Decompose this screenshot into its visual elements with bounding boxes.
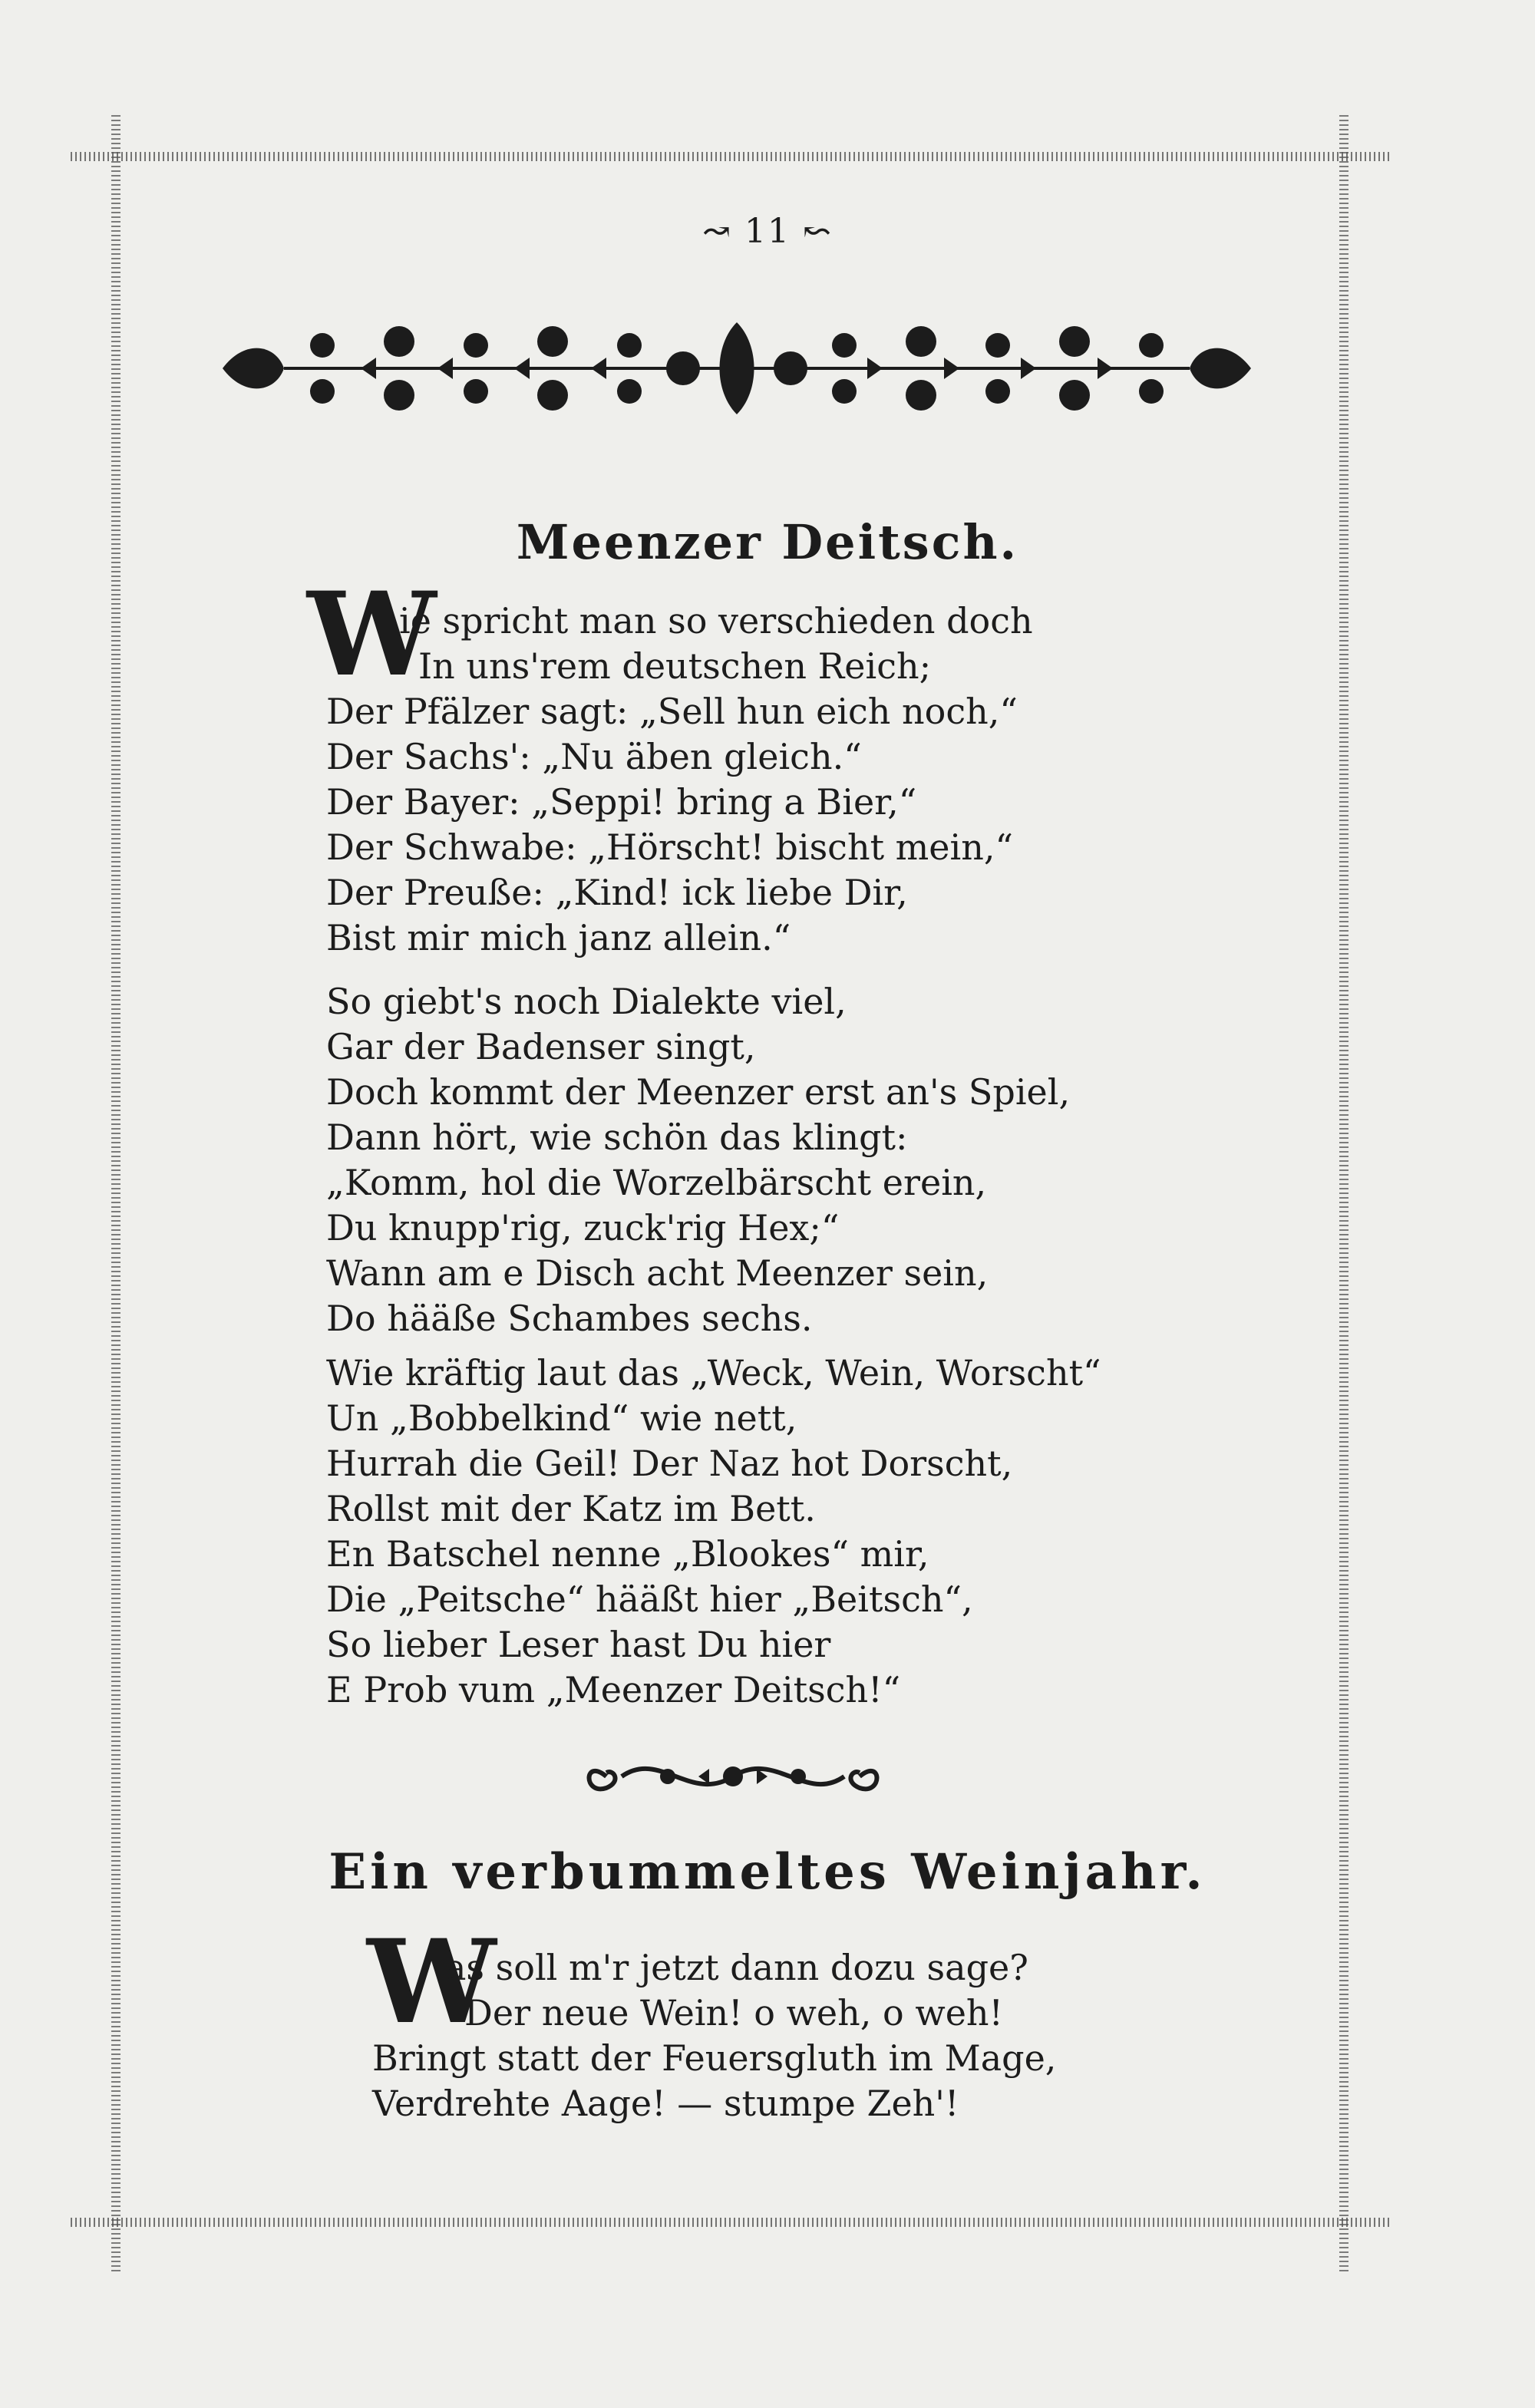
verse-line: Bist mir mich janz allein.“: [326, 917, 791, 958]
verse-line: Du knupp'rig, zuck'rig Hex;“: [326, 1207, 840, 1249]
poem1-stanza2: [326, 979, 1070, 1341]
verse-line: Der Pfälzer sagt: „Sell hun eich noch,“: [326, 691, 1018, 732]
verse-line: So lieber Leser hast Du hier: [326, 1624, 831, 1665]
verse-line: En Batschel nenne „Blookes“ mir,: [326, 1533, 929, 1575]
verse-line: Dann hört, wie schön das klingt:: [326, 1117, 908, 1158]
right-flourish-icon: ↜: [791, 212, 833, 251]
poem-title-meenzer-deitsch: Meenzer Deitsch.: [516, 514, 1019, 570]
verse-line: Wann am e Disch acht Meenzer sein,: [326, 1252, 989, 1294]
verse-line: Der Bayer: „Seppi! bring a Bier,“: [326, 781, 917, 823]
floral-headpiece-ornament: [223, 315, 1251, 422]
verse-line: So giebt's noch Dialekte viel,: [326, 981, 847, 1022]
verse-line: Wie kräftig laut das „Weck, Wein, Worscht“: [326, 1352, 1101, 1394]
verse-line: Der Schwabe: „Hörscht! bischt mein,“: [326, 826, 1014, 868]
verse-line: Doch kommt der Meenzer erst an's Spiel,: [326, 1071, 1071, 1113]
page-number: [0, 212, 1535, 251]
verse-line: ie spricht man so verschieden doch: [399, 600, 1033, 642]
verse-line: Rollst mit der Katz im Bett.: [326, 1488, 816, 1529]
poem-title-verbummeltes-weinjahr: Ein verbummeltes Weinjahr.: [328, 1843, 1207, 1901]
poem1-stanza1: [326, 599, 1033, 961]
verse-line: Der neue Wein! o weh, o weh!: [464, 1992, 1004, 2034]
verse-line: Der Sachs': „Nu äben gleich.“: [326, 736, 862, 777]
verse-line: as soll m'r jetzt dann dozu sage?: [445, 1947, 1028, 1988]
top-dotted-rule: [71, 152, 1391, 161]
verse-line: E Prob vum „Meenzer Deitsch!“: [326, 1669, 901, 1710]
verse-line: In uns'rem deutschen Reich;: [418, 645, 932, 687]
poem1-stanza3: [326, 1351, 1101, 1713]
verse-line: Un „Bobbelkind“ wie nett,: [326, 1397, 797, 1439]
verse-line: Do hääße Schambes sechs.: [326, 1298, 813, 1339]
scroll-tailpiece-ornament: [576, 1742, 890, 1811]
poem2-stanza1: [372, 1945, 1056, 2126]
drop-cap-initial: W: [367, 1915, 497, 2050]
left-flourish-icon: ↝: [702, 212, 744, 251]
verse-line: Hurrah die Geil! Der Naz hot Dorscht,: [326, 1443, 1013, 1484]
page-number-text: 11: [744, 212, 791, 251]
verse-line: Gar der Badenser singt,: [326, 1026, 756, 1067]
verse-line: Bringt statt der Feuersgluth im Mage,: [372, 2037, 1057, 2079]
verse-line: Der Preuße: „Kind! ick liebe Dir,: [326, 872, 908, 913]
verse-line: Die „Peitsche“ hääßt hier „Beitsch“,: [326, 1578, 973, 1620]
verse-line: „Komm, hol die Worzelbärscht erein,: [326, 1162, 987, 1203]
right-dotted-rule: [1339, 115, 1348, 2271]
bottom-dotted-rule: [71, 2218, 1391, 2227]
verse-line: Verdrehte Aage! — stumpe Zeh'!: [372, 2083, 959, 2124]
left-dotted-rule: [111, 115, 120, 2271]
drop-cap-initial: W: [307, 567, 437, 702]
